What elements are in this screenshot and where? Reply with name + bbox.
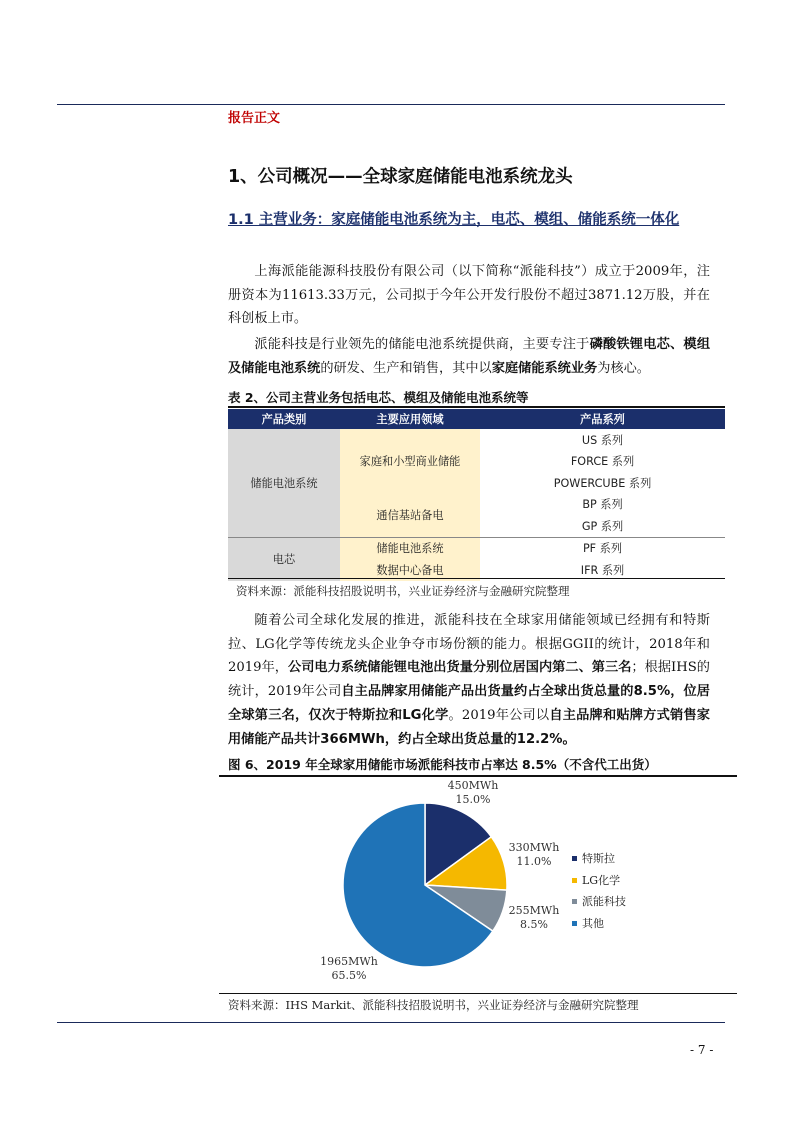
table-source: 资料来源：派能科技招股说明书，兴业证券经济与金融研究院整理 [236,584,570,598]
table-row [228,429,725,451]
pie-legend [572,848,626,934]
text-run: 。2019年公司以 [448,707,550,723]
paragraph-business [228,333,710,380]
application-cell: 家庭和小型商业储能 [340,429,480,494]
series-cell: BP 系列 [480,494,725,516]
legend-item [572,870,626,892]
pie-label-others [316,955,382,983]
series-cell: FORCE 系列 [480,451,725,473]
bold-run: 家庭储能系统业务 [491,360,598,376]
legend-swatch [572,878,577,883]
paragraph-intro: 上海派能能源科技股份有限公司（以下简称“派能科技”）成立于2009年，注册资本为11613.33万元，公司拟于今年公开发行股份不超过3871.12万股，并在科创板上市。 [228,264,710,327]
business-table [228,409,725,581]
table-bottom-rule [228,578,725,579]
pie-percent-label: 11.0% [516,855,552,868]
footer-rule [57,1022,725,1023]
bold-run: 公司电力系统储能锂电池出货量分别位居国内第二、第三名 [288,660,632,676]
pie-value-label: 330MWh [508,841,560,854]
pie-label-lg [503,841,565,869]
application-cell: 储能电池系统 [340,537,480,559]
header-rule [57,104,725,105]
pie-label-pylon [503,904,565,932]
table-caption: 表 2、公司主营业务包括电芯、模组及储能电池系统等 [228,390,529,405]
legend-label: 特斯拉 [582,852,615,865]
series-cell: PF 系列 [480,537,725,559]
pie-value-label: 450MWh [447,779,499,792]
table-header: 产品系列 [480,409,725,429]
pie-value-label: 255MWh [508,904,560,917]
text-run: 的研发、生产和销售，其中以 [320,360,492,376]
section-heading: 1、公司概况——全球家庭储能电池系统龙头 [228,167,573,187]
figure-caption: 图 6、2019 年全球家用储能市场派能科技市占率达 8.5%（不含代工出货） [228,757,657,772]
category-cell: 电芯 [228,537,340,581]
text-run: 为核心。 [597,360,650,376]
pie-percent-label: 8.5% [520,918,548,931]
text-run: ；根据IHS的统计，2019年公司 [228,660,710,700]
text-run: 派能科技是行业领先的储能电池系统提供商，主要专注于 [254,337,590,352]
pie-percent-label: 15.0% [455,793,491,806]
figure-source: 资料来源：IHS Markit、派能科技招股说明书，兴业证券经济与金融研究院整理 [228,998,639,1012]
series-cell: US 系列 [480,429,725,451]
subsection-heading: 1.1 主营业务：家庭储能电池系统为主，电芯、模组、储能系统一体化 [228,212,680,228]
report-section-tag: 报告正文 [228,111,281,126]
legend-item [572,913,626,935]
series-cell: IFR 系列 [480,559,725,581]
legend-item [572,891,626,913]
application-cell: 通信基站备电 [340,494,480,538]
bold-run: 磷酸铁锂电芯、模组及储能电池系统 [228,337,711,376]
table-header: 产品类别 [228,409,340,429]
pie-label-tesla [440,779,506,807]
table-header-row [228,409,725,429]
figure-bottom-rule [219,993,737,994]
page-number: - 7 - [690,1043,714,1057]
pie-value-label: 1965MWh [320,955,378,968]
legend-swatch [572,921,577,926]
figure-caption-rule [219,775,737,777]
legend-label: 派能科技 [582,895,626,908]
table-header: 主要应用领域 [340,409,480,429]
series-cell: POWERCUBE 系列 [480,472,725,494]
legend-swatch [572,899,577,904]
bold-run: 自主品牌家用储能产品出货量约占全球出货总量的8.5%，位居全球第三名，仅次于特斯拉和LG化学 [228,684,710,723]
paragraph-market [228,609,710,751]
pie-percent-label: 65.5% [331,969,367,982]
legend-item [572,848,626,870]
text-run: 随着公司全球化发展的推进，派能科技在全球家用储能领域已经拥有和特斯拉、LG化学等传统龙头企业争夺市场份额的能力。根据GGII的统计，2018年和2019年， [228,613,710,676]
legend-swatch [572,856,577,861]
bold-run: 自主品牌和贴牌方式销售家用储能产品共计366MWh，约占全球出货总量的12.2%。 [228,707,710,747]
legend-label: 其他 [582,916,604,930]
application-cell: 数据中心备电 [340,559,480,581]
series-cell: GP 系列 [480,515,725,537]
table-caption-rule [228,406,725,408]
category-cell: 储能电池系统 [228,429,340,537]
legend-label: LG化学 [582,873,621,887]
table-row [228,537,725,559]
